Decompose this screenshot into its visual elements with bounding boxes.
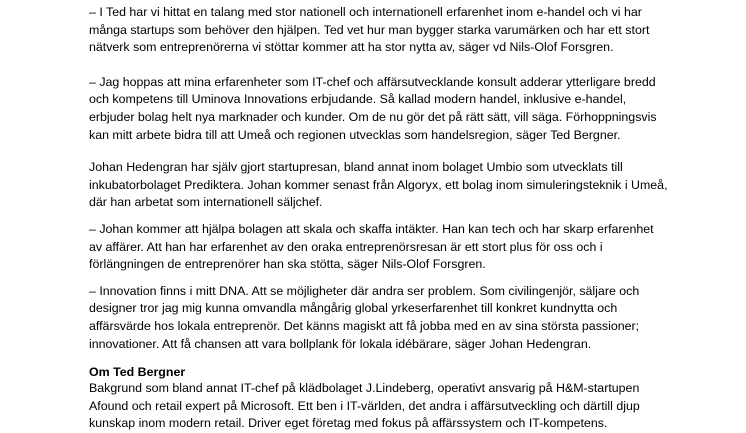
- paragraph-johan-quote-forsgren: – Johan kommer att hjälpa bolagen att skala och skaffa intäkter. Han kan tech och har skarp erfarenhet av affärer. Att han har erfarenhet av den oraka entreprenörsresan är ett stort plus för oss och i förlängningen de entreprenörer han ska stötta, säger Nils-Olof Forsgren.: [89, 221, 654, 272]
- paragraph-johan-intro: Johan Hedengran har själv gjort startupresan, bland annat inom bolaget Umbio som utvecklats till inkubatorbolaget Prediktera. Johan kommer senast från Algoryx, ett bolag inom simuleringsteknik i Umeå, där han arbetat som internationell säljchef.: [89, 160, 668, 210]
- paragraph-ted-quote-forsgren: – I Ted har vi hittat en talang med stor nationell och internationell erfarenhet inom e-handel och vi har många startups som behöver den hjälpen. Ted vet hur man bygger starka varumärken och har ett stort nätverk som entreprenörerna vi stöttar kommer att ha stor nytta av, säger vd Nils-Olof Forsgren.: [89, 5, 650, 55]
- paragraph-johan-hedengran-quote: – Innovation finns i mitt DNA. Att se möjligheter där andra ser problem. Som civilingenjör, säljare och designer tror jag mig kunna omvandla mångårig global yrkeserfarenhet till konkret kundnytta och affärsvärde hos lokala entreprenör. Det känns magiskt att få jobba med en av sina största passioner; innovationer. Att få chansen att vara bollplank för lokala idébärare, säger Johan Hedengran.: [89, 283, 640, 351]
- section-heading-om-ted-bergner: Om Ted Bergner: [89, 365, 186, 380]
- paragraph-ted-background: Bakgrund som bland annat IT-chef på klädbolaget J.Lindeberg, operativt ansvarig på H&M-startupen Afound och retail expert på Microsoft. Ett ben i IT-världen, det andra i affärsutveckling och därtill djup kunskap inom modern retail. Driver eget företag med fokus på affärssystem och IT-kompetens.: [89, 381, 640, 431]
- paragraph-ted-bergner-quote: – Jag hoppas att mina erfarenheter som IT-chef och affärsutvecklande konsult adderar ytterligare bredd och kompetens till Uminova Innovations erbjudande. Så kallad modern handel, inklusive e-handel, erbjuder bolag helt nya marknader och kunder. Om de nu gör det på rätt sätt, vill säga. Förhoppningsvis kan mitt arbete bidra till att Umeå och regionen utvecklas som handelsregion, säger Ted Bergner.: [89, 74, 657, 142]
- document-page: [89, 4, 669, 433]
